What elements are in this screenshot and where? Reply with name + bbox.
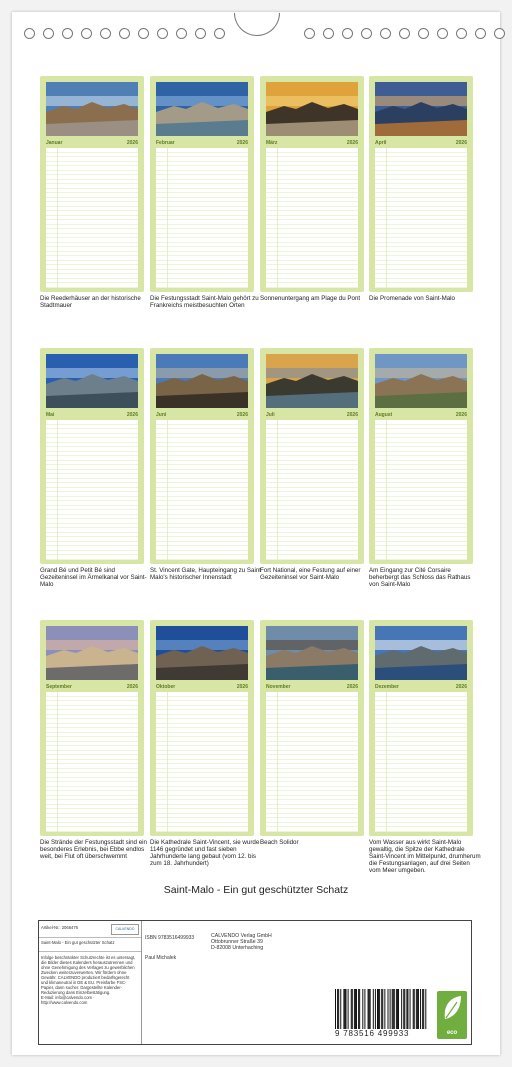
photo-illustration bbox=[375, 626, 467, 680]
month-frame bbox=[260, 348, 364, 564]
month-cell bbox=[260, 620, 364, 878]
binding-hole bbox=[342, 28, 353, 39]
month-cell bbox=[369, 620, 481, 878]
photo-illustration bbox=[46, 82, 138, 136]
month-header bbox=[375, 138, 467, 147]
month-cell bbox=[150, 76, 259, 334]
day-grid bbox=[156, 692, 248, 832]
month-photo bbox=[156, 82, 248, 136]
month-year: 2026 bbox=[455, 683, 467, 690]
month-frame bbox=[40, 348, 144, 564]
binding-hole bbox=[437, 28, 448, 39]
month-year: 2026 bbox=[126, 683, 138, 690]
binding-hole bbox=[494, 28, 505, 39]
author-name: Paul Michalek bbox=[145, 955, 177, 961]
day-grid bbox=[375, 420, 467, 560]
month-year: 2026 bbox=[455, 411, 467, 418]
photo-illustration bbox=[266, 626, 358, 680]
month-name: Dezember bbox=[375, 683, 399, 690]
month-photo bbox=[156, 354, 248, 408]
month-photo bbox=[375, 626, 467, 680]
month-cell bbox=[40, 348, 147, 606]
month-name: Juni bbox=[156, 411, 167, 418]
barcode-digits: 9 783516 499933 bbox=[335, 1029, 410, 1038]
month-caption: Die Kathedrale Saint-Vincent, sie wurde 1146 gegründet und fast sieben Jahrhunderte lang gebaut (vom 12. bis zum 18. Jahrhundert) bbox=[150, 839, 260, 867]
binding-hole bbox=[119, 28, 130, 39]
month-header bbox=[156, 138, 248, 147]
month-header bbox=[375, 410, 467, 419]
month-frame bbox=[150, 76, 254, 292]
photo-illustration bbox=[46, 626, 138, 680]
binding-hole bbox=[43, 28, 54, 39]
month-name: September bbox=[46, 683, 72, 690]
photo-illustration bbox=[156, 82, 248, 136]
month-name: April bbox=[375, 139, 387, 146]
month-caption: Grand Bé und Petit Bé sind Gezeiteninsel im Ärmelkanal vor Saint-Malo bbox=[40, 567, 147, 588]
month-name: Oktober bbox=[156, 683, 176, 690]
month-cell bbox=[40, 76, 144, 334]
day-grid bbox=[266, 420, 358, 560]
contact-email: E-Mail: info@calvendo.com · http://www.calvendo.com bbox=[41, 995, 95, 1005]
month-year: 2026 bbox=[236, 139, 248, 146]
month-photo bbox=[375, 354, 467, 408]
month-header bbox=[156, 682, 248, 691]
photo-illustration bbox=[375, 354, 467, 408]
month-frame bbox=[40, 620, 144, 836]
day-grid bbox=[266, 692, 358, 832]
photo-illustration bbox=[266, 82, 358, 136]
binding-hole bbox=[399, 28, 410, 39]
month-caption: Die Promenade von Saint-Malo bbox=[369, 295, 455, 302]
month-name: November bbox=[266, 683, 291, 690]
photo-illustration bbox=[46, 354, 138, 408]
month-frame bbox=[260, 620, 364, 836]
month-header bbox=[156, 410, 248, 419]
month-caption: Vom Wasser aus wirkt Saint-Malo gewaltig, die Spitze der Kathedrale Saint-Vincent im Mittelpunkt, drumherum die Festungsanlagen, auf drei Seiten vom Meer umgeben. bbox=[369, 839, 481, 874]
month-frame bbox=[369, 76, 473, 292]
month-caption: Beach Solidor bbox=[260, 839, 299, 846]
month-caption: Fort National, eine Festung auf einer Gezeiteninsel vor Saint-Malo bbox=[260, 567, 361, 581]
month-photo bbox=[46, 82, 138, 136]
month-frame bbox=[260, 76, 364, 292]
month-caption: Die Strände der Festungsstadt sind ein besonderes Erlebnis, bei Ebbe endlos weit, bei Flut oft überschwemmt bbox=[40, 839, 147, 860]
binding-hole bbox=[475, 28, 486, 39]
month-caption: Die Reederhäuser an der historische Stadtmauer bbox=[40, 295, 141, 309]
binding-hole bbox=[195, 28, 206, 39]
photo-illustration bbox=[266, 354, 358, 408]
binding-hole bbox=[100, 28, 111, 39]
binding-hole bbox=[138, 28, 149, 39]
month-year: 2026 bbox=[126, 411, 138, 418]
leaf-icon bbox=[437, 991, 467, 1027]
photo-illustration bbox=[156, 354, 248, 408]
month-photo bbox=[266, 626, 358, 680]
day-grid bbox=[46, 420, 138, 560]
day-grid bbox=[266, 148, 358, 288]
binding-hole bbox=[456, 28, 467, 39]
calendar-page bbox=[12, 12, 500, 1055]
binding-hole bbox=[62, 28, 73, 39]
month-year: 2026 bbox=[236, 411, 248, 418]
legal-text: Infolge beschränkter Schutzrechte ist es untersagt, die Bilder dieses Kalenders herauszutrennen und ohne Genehmigung des Verlages zu gewerblichen Zwecken weiterzuverwerten. Wir fördern ohne Gewähr. CALVENDO produziert bedarfsgerecht und klimaneutral in DE & EU. Preisfarbe FSC-Papier, dann sucher. Dargestellte Kalender-Reduzierung dans Einzelbestätigung. bbox=[41, 955, 136, 995]
month-frame bbox=[369, 620, 473, 836]
month-photo bbox=[46, 354, 138, 408]
month-header bbox=[375, 682, 467, 691]
month-header bbox=[266, 410, 358, 419]
binding-hole bbox=[157, 28, 168, 39]
month-name: August bbox=[375, 411, 393, 418]
month-header bbox=[46, 682, 138, 691]
month-name: Mai bbox=[46, 411, 55, 418]
month-caption: Die Festungsstadt Saint-Malo gehört zu Frankreichs meistbesuchten Orten bbox=[150, 295, 259, 309]
imprint-left-column bbox=[39, 921, 142, 1044]
binding-hole bbox=[81, 28, 92, 39]
binding-hole bbox=[361, 28, 372, 39]
binding-hole bbox=[304, 28, 315, 39]
month-cell bbox=[369, 348, 473, 606]
month-photo bbox=[375, 82, 467, 136]
binding-hole bbox=[176, 28, 187, 39]
month-cell bbox=[260, 348, 364, 606]
month-cell bbox=[40, 620, 147, 878]
month-name: Februar bbox=[156, 139, 175, 146]
day-grid bbox=[46, 692, 138, 832]
month-cell bbox=[369, 76, 473, 334]
month-photo bbox=[156, 626, 248, 680]
month-cell bbox=[260, 76, 364, 334]
calvendo-logo: CALVENDO bbox=[111, 924, 139, 935]
month-year: 2026 bbox=[346, 683, 358, 690]
month-frame bbox=[150, 348, 254, 564]
month-caption: St. Vincent Gate, Haupteingang zu Saint Malo's historischer Innenstadt bbox=[150, 567, 261, 581]
month-header bbox=[266, 682, 358, 691]
product-title: Saint-Malo - Ein gut geschützter Schatz bbox=[41, 940, 115, 945]
day-grid bbox=[156, 420, 248, 560]
month-photo bbox=[266, 82, 358, 136]
day-grid bbox=[156, 148, 248, 288]
months-grid bbox=[40, 64, 480, 890]
month-cell bbox=[150, 348, 261, 606]
month-name: Juli bbox=[266, 411, 275, 418]
binding-hole bbox=[214, 28, 225, 39]
month-header bbox=[46, 138, 138, 147]
month-header bbox=[266, 138, 358, 147]
article-number: Artikel-Nr.: 2066476 bbox=[41, 925, 79, 930]
eco-label: eco bbox=[446, 1030, 458, 1036]
month-year: 2026 bbox=[455, 139, 467, 146]
month-header bbox=[46, 410, 138, 419]
binding-hole bbox=[418, 28, 429, 39]
isbn-number: ISBN 9783516499933 bbox=[145, 935, 195, 941]
month-photo bbox=[46, 626, 138, 680]
month-year: 2026 bbox=[346, 411, 358, 418]
day-grid bbox=[375, 692, 467, 832]
month-caption: Sonnenuntergang am Plage du Pont bbox=[260, 295, 361, 302]
month-year: 2026 bbox=[126, 139, 138, 146]
binding-hole bbox=[380, 28, 391, 39]
publisher-address: CALVENDO Verlag GmbH Ottobrunner Straße 39 D-82008 Unterhaching bbox=[211, 933, 272, 951]
binding-hole bbox=[24, 28, 35, 39]
eco-badge bbox=[437, 991, 467, 1039]
month-year: 2026 bbox=[346, 139, 358, 146]
month-frame bbox=[150, 620, 254, 836]
month-photo bbox=[266, 354, 358, 408]
photo-illustration bbox=[375, 82, 467, 136]
day-grid bbox=[375, 148, 467, 288]
month-caption: Am Eingang zur Cité Corsaire beherbergt das Schloss das Rathaus von Saint-Malo bbox=[369, 567, 471, 588]
photo-illustration bbox=[156, 626, 248, 680]
month-name: März bbox=[266, 139, 278, 146]
day-grid bbox=[46, 148, 138, 288]
month-frame bbox=[40, 76, 144, 292]
month-cell bbox=[150, 620, 260, 878]
month-name: Januar bbox=[46, 139, 63, 146]
imprint-box bbox=[38, 920, 472, 1045]
month-year: 2026 bbox=[236, 683, 248, 690]
month-frame bbox=[369, 348, 473, 564]
binding-hole bbox=[323, 28, 334, 39]
calendar-title: Saint-Malo - Ein gut geschützter Schatz bbox=[163, 884, 349, 896]
